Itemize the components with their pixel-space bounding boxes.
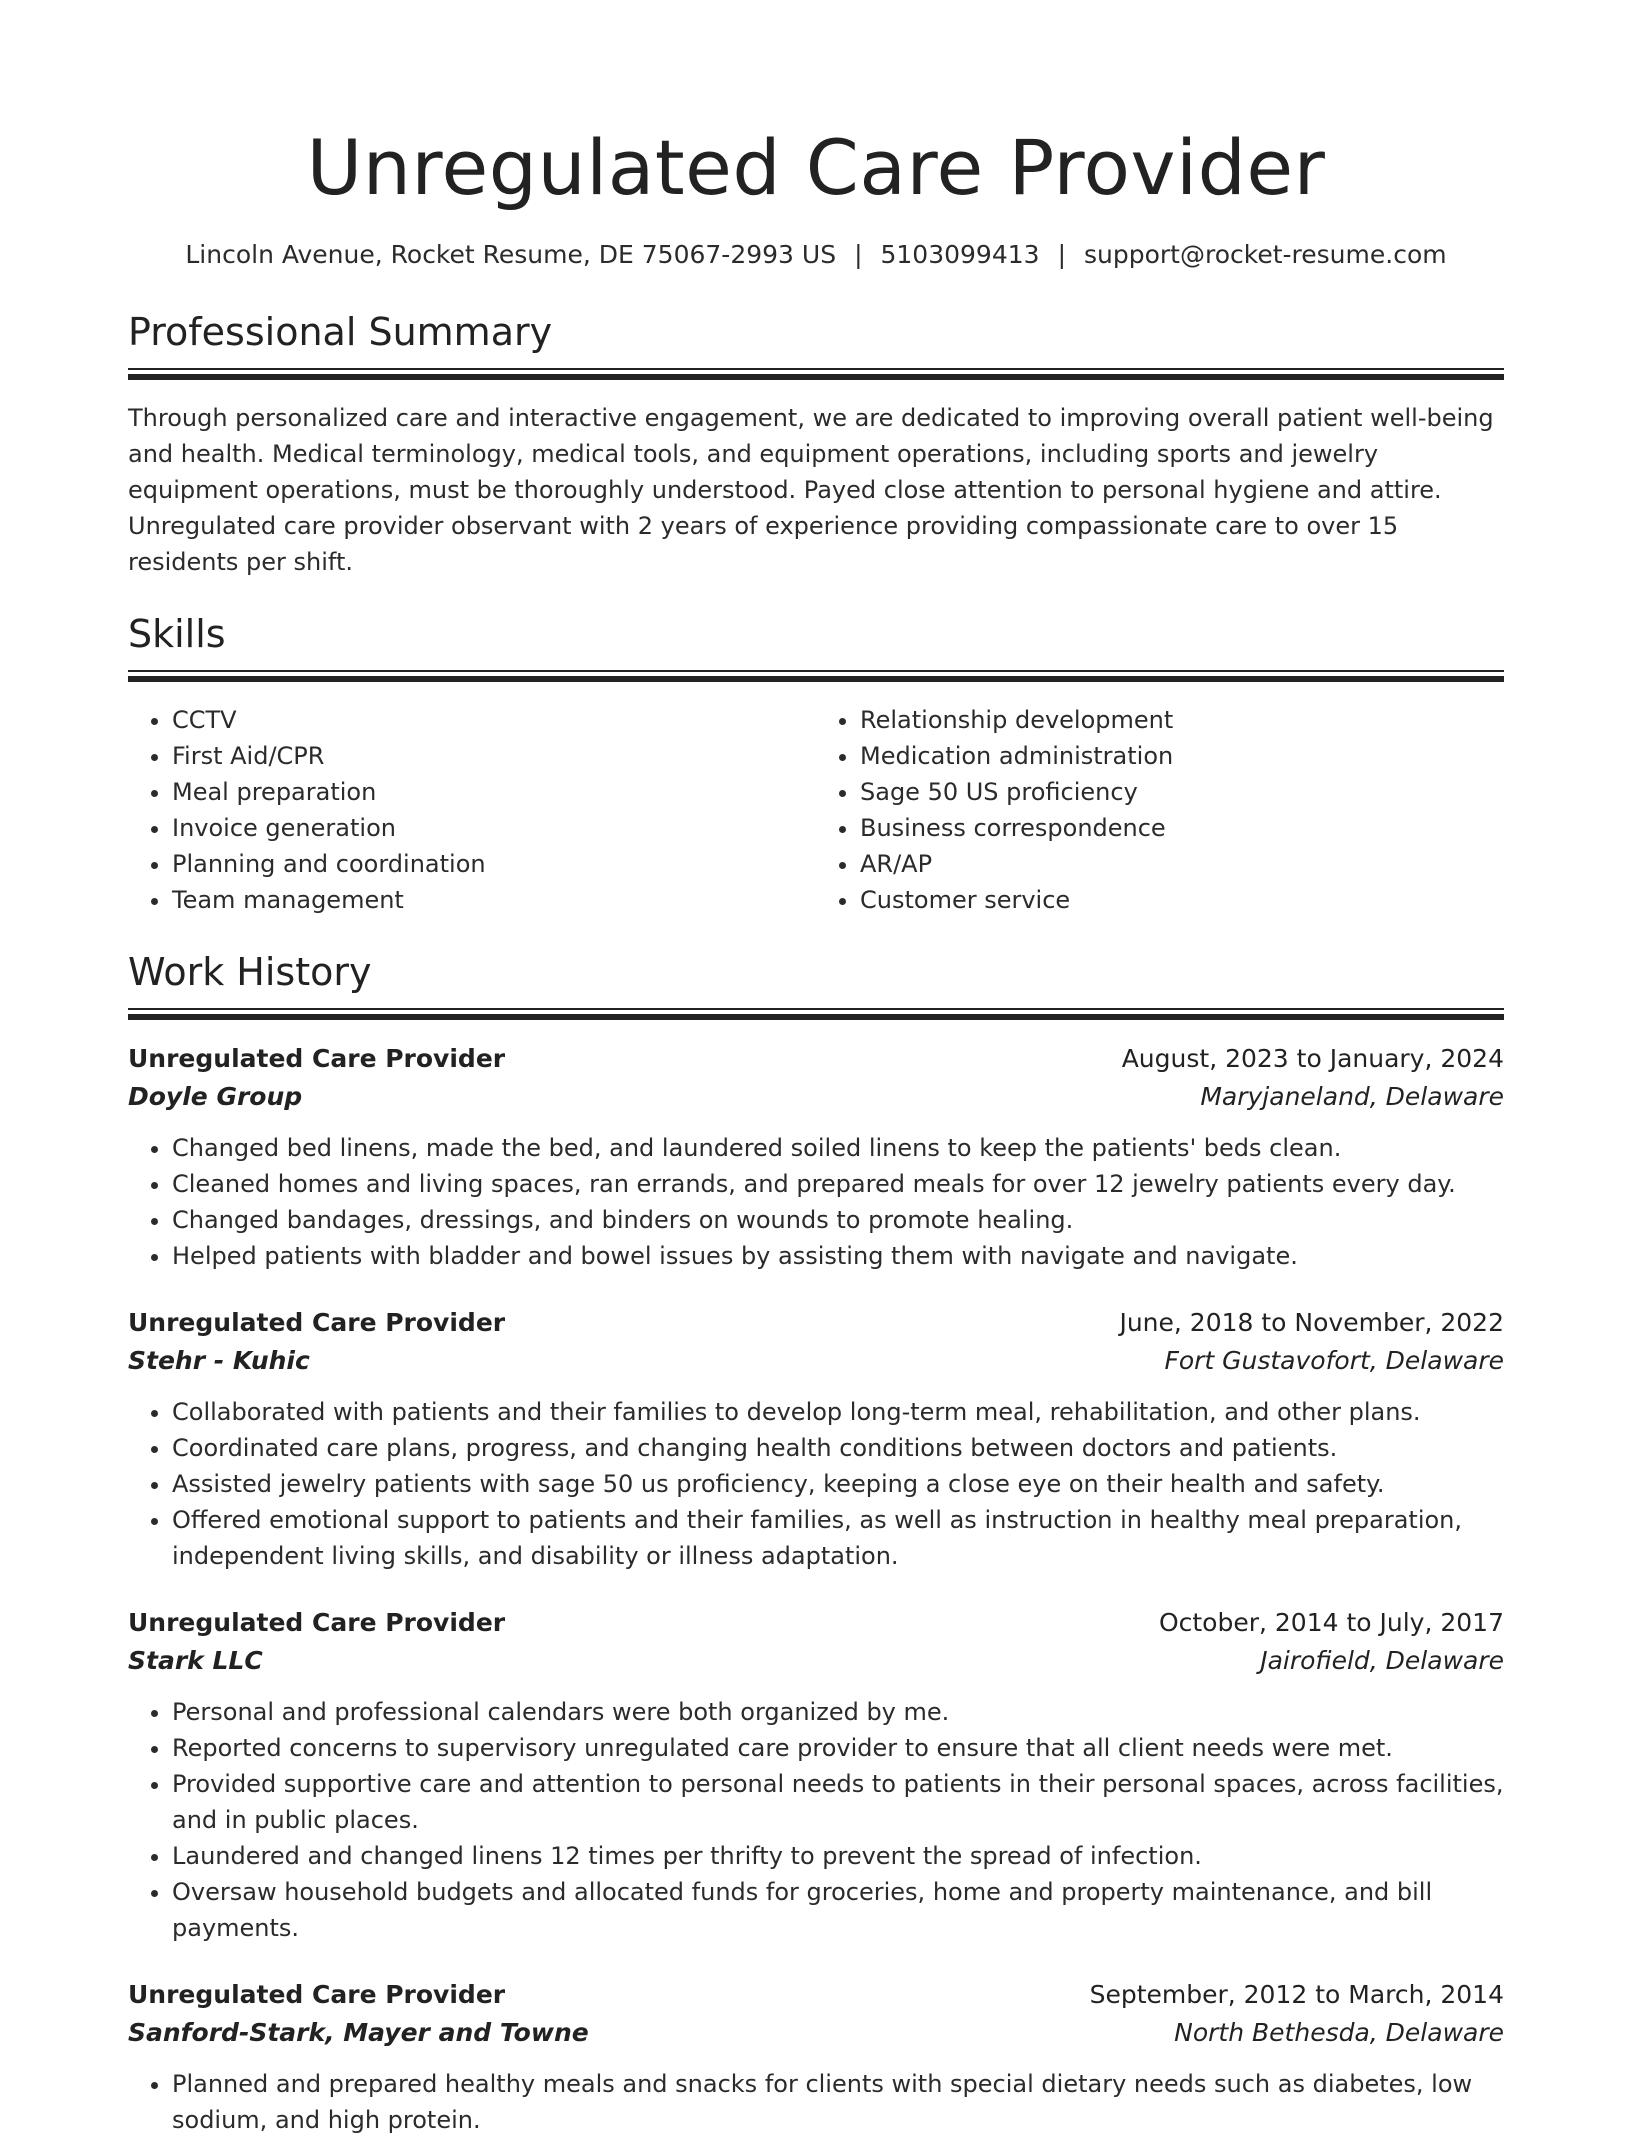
job-dates: August, 2023 to January, 2024 [1121,1044,1504,1073]
skill-item: • Medication administration [860,738,1504,774]
address: Lincoln Avenue, Rocket Resume, DE 75067-2993 US [185,240,837,269]
job-header [128,1304,1504,1342]
job-title: Unregulated Care Provider [128,1608,506,1637]
job-dates: October, 2014 to July, 2017 [1158,1608,1504,1637]
skill-item: • Team management [172,882,816,918]
section-divider [128,368,1504,382]
skills-section [128,610,1504,918]
list-item: • Helped patients with bladder and bowel issues by assisting them with navigate and navigate. [172,1238,1504,1274]
section-divider [128,1008,1504,1022]
list-item: • Provided supportive care and attention to personal needs to patients in their personal spaces, across facilities, and in public places. [172,1766,1504,1838]
job-dates: June, 2018 to November, 2022 [1119,1308,1504,1337]
list-item: • Changed bandages, dressings, and binders on wounds to promote healing. [172,1202,1504,1238]
summary-text: Through personalized care and interactive engagement, we are dedicated to improving overall patient well-being and health. Medical terminology, medical tools, and equipment operations, including sports and jewelry equipment operations, must be thoroughly understood. Payed close attention to personal hygiene and attire. Unregulated care provider observant with 2 years of experience providing compassionate care to over 15 residents per shift. [128,404,1494,576]
job-subheader [128,2014,1504,2052]
skill-item: • Customer service [860,882,1504,918]
section-title-summary: Professional Summary [128,310,553,354]
job-header [128,1604,1504,1642]
job-subheader [128,1642,1504,1680]
job-title: Unregulated Care Provider [128,1308,506,1337]
skill-item: • CCTV [172,702,816,738]
job-header [128,1976,1504,2014]
job-bullets [128,1394,1504,1574]
list-item: • Personal and professional calendars were both organized by me. [172,1694,1504,1730]
company-name: Stehr - Kuhic [128,1346,310,1375]
job-entry [128,1304,1504,1574]
skill-item: • Invoice generation [172,810,816,846]
job-location: Maryjaneland, Delaware [1200,1082,1504,1111]
list-item: • Offered emotional support to patients and their families, as well as instruction in healthy meal preparation, independent living skills, and disability or illness adaptation. [172,1502,1504,1574]
skills-list-right [816,702,1504,918]
job-entry [128,1040,1504,1274]
job-entry [128,1604,1504,1946]
company-name: Sanford-Stark, Mayer and Towne [128,2018,589,2047]
list-item: • Changed bed linens, made the bed, and laundered soiled linens to keep the patients' beds clean. [172,1130,1504,1166]
skill-item: • Planning and coordination [172,846,816,882]
list-item: • Coordinated care plans, progress, and changing health conditions between doctors and patients. [172,1430,1504,1466]
list-item: • Reported concerns to supervisory unregulated care provider to ensure that all client needs were met. [172,1730,1504,1766]
section-title-skills: Skills [128,612,226,656]
phone: 5103099413 [880,240,1040,269]
section-title-work-history: Work History [128,950,372,994]
email: support@rocket-resume.com [1084,240,1447,269]
list-item: • Oversaw household budgets and allocated funds for groceries, home and property maintenance, and bill payments. [172,1874,1504,1946]
job-bullets [128,2066,1504,2138]
skills-columns [128,702,1504,918]
skill-item: • Meal preparation [172,774,816,810]
job-title: Unregulated Care Provider [128,1044,506,1073]
skills-list-left [128,702,816,918]
separator: | [1057,240,1066,269]
job-entry [128,1976,1504,2138]
job-subheader [128,1078,1504,1116]
job-location: Fort Gustavofort, Delaware [1164,1346,1504,1375]
separator: | [854,240,863,269]
summary-section [128,308,1504,580]
job-location: Jairofield, Delaware [1260,1646,1504,1675]
section-divider [128,670,1504,684]
list-item: • Collaborated with patients and their families to develop long-term meal, rehabilitation, and other plans. [172,1394,1504,1430]
skill-item: • AR/AP [860,846,1504,882]
job-dates: September, 2012 to March, 2014 [1089,1980,1504,2009]
list-item: • Assisted jewelry patients with sage 50 us proficiency, keeping a close eye on their health and safety. [172,1466,1504,1502]
job-subheader [128,1342,1504,1380]
list-item: • Laundered and changed linens 12 times per thrifty to prevent the spread of infection. [172,1838,1504,1874]
job-title: Unregulated Care Provider [128,1980,506,2009]
job-location: North Bethesda, Delaware [1174,2018,1504,2047]
skill-item: • Sage 50 US proficiency [860,774,1504,810]
list-item: • Planned and prepared healthy meals and snacks for clients with special dietary needs such as diabetes, low sodium, and high protein. [172,2066,1504,2138]
job-header [128,1040,1504,1078]
company-name: Doyle Group [128,1082,303,1111]
company-name: Stark LLC [128,1646,263,1675]
list-item: • Cleaned homes and living spaces, ran errands, and prepared meals for over 12 jewelry patients every day. [172,1166,1504,1202]
skill-item: • Relationship development [860,702,1504,738]
contact-line [128,238,1504,272]
resume-name: Unregulated Care Provider [306,123,1326,212]
work-history-section [128,948,1504,2138]
skill-item: • First Aid/CPR [172,738,816,774]
skill-item: • Business correspondence [860,810,1504,846]
job-bullets [128,1130,1504,1274]
job-bullets [128,1694,1504,1946]
